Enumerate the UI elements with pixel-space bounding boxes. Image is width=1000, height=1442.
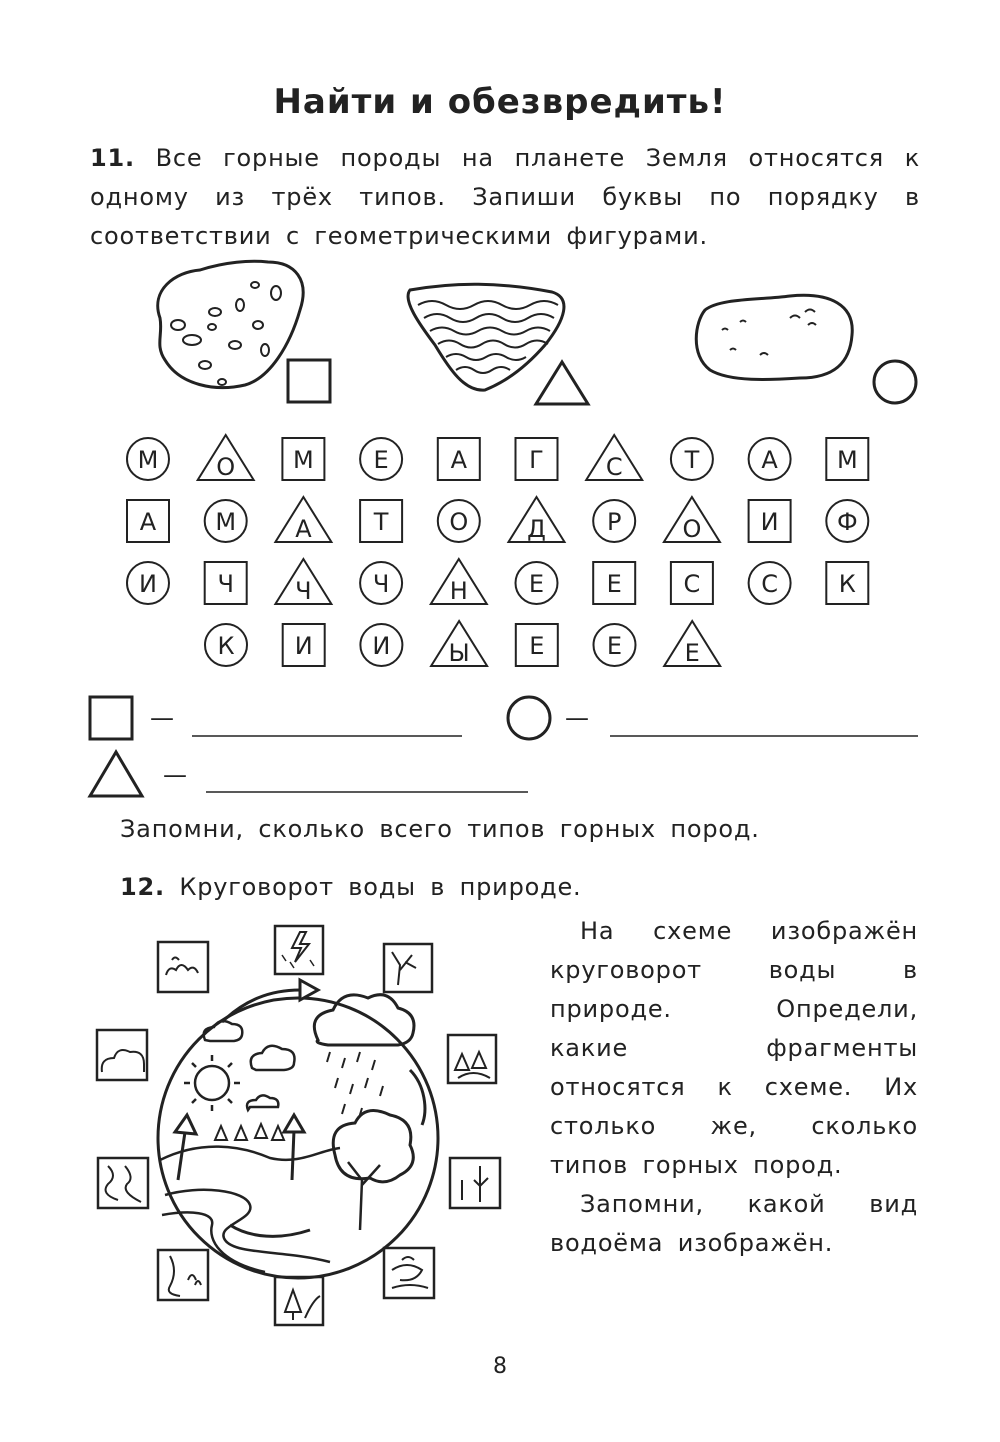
- letter-cell-square: [127, 500, 169, 542]
- arrow-icon: [292, 1130, 294, 1180]
- dash-square: —: [150, 704, 174, 732]
- letter-cell-text: А: [139, 508, 157, 536]
- letter-cell-circle: [205, 500, 247, 542]
- page-number: 8: [493, 1354, 507, 1379]
- letter-cell-text: М: [293, 446, 314, 474]
- letter-cell-text: И: [294, 632, 313, 660]
- letter-cell-text: И: [139, 570, 157, 598]
- letter-cell-square: [438, 438, 480, 480]
- letter-cell-circle: [360, 438, 402, 480]
- letter-cell-square: [516, 624, 558, 666]
- answer-circle-icon: [508, 697, 550, 739]
- letter-cell-text: Т: [373, 508, 389, 536]
- letter-cell-text: О: [449, 508, 469, 536]
- task-12-instructions: [550, 912, 918, 1263]
- letter-cell-text: К: [838, 570, 856, 598]
- task-12-paragraph-1: На схеме изображён круговорот воды в природе. Определи, какие фрагменты относятся к схеме. Их столько же, сколько типов горных пород.: [550, 917, 918, 1179]
- letter-cell-text: Е: [684, 639, 700, 667]
- fragment-tile-lightning[interactable]: [275, 926, 323, 974]
- cloud-icon: [247, 1095, 278, 1110]
- letter-cell-square: [826, 562, 868, 604]
- fragment-tile-stream[interactable]: [98, 1158, 148, 1208]
- letter-cell-text: Ы: [448, 639, 470, 667]
- letter-cell-circle: [438, 500, 480, 542]
- letter-cell-text: К: [217, 632, 235, 660]
- letter-cell-triangle: [664, 497, 720, 543]
- letter-cell-circle: [127, 562, 169, 604]
- sun-icon: [184, 1055, 240, 1111]
- letter-cell-text: Т: [684, 446, 700, 474]
- arrow-icon: [230, 1225, 310, 1236]
- letter-cell-square: [360, 500, 402, 542]
- letter-cell-text: А: [761, 446, 778, 474]
- letter-cell-triangle: [275, 497, 331, 543]
- letter-cell-triangle: [431, 621, 487, 667]
- letter-cell-text: Д: [527, 515, 546, 543]
- fragment-tile-forest[interactable]: [448, 1035, 496, 1083]
- letter-cell-square: [826, 438, 868, 480]
- letter-cell-text: А: [450, 446, 468, 474]
- letter-cell-triangle: [586, 435, 642, 481]
- task-11-note: Запомни, сколько всего типов горных пород.: [120, 815, 760, 843]
- rock-circle-illustration: [696, 295, 852, 379]
- letter-cell-circle: [360, 624, 402, 666]
- arrow-icon: [178, 1132, 185, 1180]
- letter-cell-square: [749, 500, 791, 542]
- triangle-icon: [536, 362, 588, 404]
- arrow-icon: [410, 1070, 425, 1125]
- page-title: Найти и обезвредить!: [273, 82, 727, 122]
- task-12-title: Круговорот воды в природе.: [179, 873, 582, 901]
- letter-cell-text: И: [760, 508, 779, 536]
- letter-cell-text: Ч: [295, 577, 312, 605]
- letter-cell-text: Р: [606, 508, 622, 536]
- letter-cell-text: Е: [528, 570, 545, 598]
- task-11-number: 11.: [90, 144, 135, 172]
- letter-cell-text: Г: [529, 446, 544, 474]
- letter-cell-triangle: [275, 559, 331, 605]
- rock-square-illustration: [158, 261, 303, 387]
- task-11-body: Все горные породы на планете Земля относятся к одному из трёх типов. Запиши буквы по порядку в соответствии с геометрическими фигурами.: [90, 144, 920, 250]
- letter-cell-square: [283, 624, 325, 666]
- dash-triangle: —: [163, 761, 187, 789]
- fragment-tile-lake[interactable]: [384, 1248, 434, 1298]
- rock-triangle-illustration: [408, 284, 564, 390]
- cloud-icon: [251, 1046, 295, 1070]
- letter-cell-square: [671, 562, 713, 604]
- task-12-heading: [120, 868, 582, 907]
- rain-icon: [327, 1052, 383, 1118]
- letter-cell-triangle: [431, 559, 487, 605]
- letter-cell-circle: [205, 624, 247, 666]
- arrow-icon: [222, 990, 300, 1022]
- letter-cell-text: М: [836, 446, 858, 474]
- letter-cell-triangle: [509, 497, 565, 543]
- letter-cell-circle: [127, 438, 169, 480]
- fragment-tile-cloud[interactable]: [97, 1030, 147, 1080]
- fragment-tile-coral[interactable]: [384, 944, 432, 992]
- letter-cell-circle: [749, 438, 791, 480]
- letter-cell-square: [516, 438, 558, 480]
- letter-cell-text: М: [215, 508, 237, 536]
- square-icon: [288, 360, 330, 402]
- letter-cell-circle: [749, 562, 791, 604]
- answer-square-icon: [90, 697, 132, 739]
- fragment-tile-reeds[interactable]: [158, 1250, 208, 1300]
- fragment-tile-tree[interactable]: [450, 1158, 500, 1208]
- letter-cell-text: И: [372, 632, 391, 660]
- letter-cell-text: А: [295, 515, 312, 543]
- letter-cell-square: [205, 562, 247, 604]
- letter-cell-circle: [671, 438, 713, 480]
- task-12-number: 12.: [120, 873, 165, 901]
- letter-cell-text: Ч: [217, 570, 234, 598]
- letter-cell-triangle: [664, 621, 720, 667]
- letter-cell-circle: [593, 500, 635, 542]
- fragment-tile-spruce[interactable]: [275, 1277, 323, 1325]
- letter-cell-text: О: [682, 515, 702, 543]
- letter-cell-circle: [516, 562, 558, 604]
- letter-cell-text: Е: [529, 632, 545, 660]
- letter-cell-text: Ч: [372, 570, 390, 598]
- fragment-tile-clouds[interactable]: [158, 942, 208, 992]
- letter-cell-triangle: [198, 435, 254, 481]
- letter-cell-text: Н: [449, 577, 468, 605]
- water-cycle-diagram: [158, 980, 438, 1278]
- dash-circle: —: [565, 704, 589, 732]
- letter-cell-text: Е: [606, 570, 622, 598]
- answer-triangle-icon: [90, 752, 142, 796]
- letter-cell-circle: [826, 500, 868, 542]
- letter-cell-text: Е: [373, 446, 389, 474]
- letter-cell-text: Е: [606, 632, 623, 660]
- letter-cell-square: [282, 438, 324, 480]
- task-12-paragraph-2: Запомни, какой вид водоёма изображён.: [550, 1190, 918, 1257]
- letter-cell-square: [593, 562, 635, 604]
- circle-icon: [874, 361, 916, 403]
- letter-cell-circle: [594, 624, 636, 666]
- letter-cell-circle: [360, 562, 402, 604]
- letter-cell-text: М: [137, 446, 159, 474]
- letter-cell-text: О: [216, 453, 236, 481]
- letter-cell-text: Ф: [836, 508, 858, 536]
- letter-cell-text: С: [683, 570, 701, 598]
- letter-cell-text: С: [761, 570, 778, 598]
- letter-cell-text: С: [605, 453, 623, 481]
